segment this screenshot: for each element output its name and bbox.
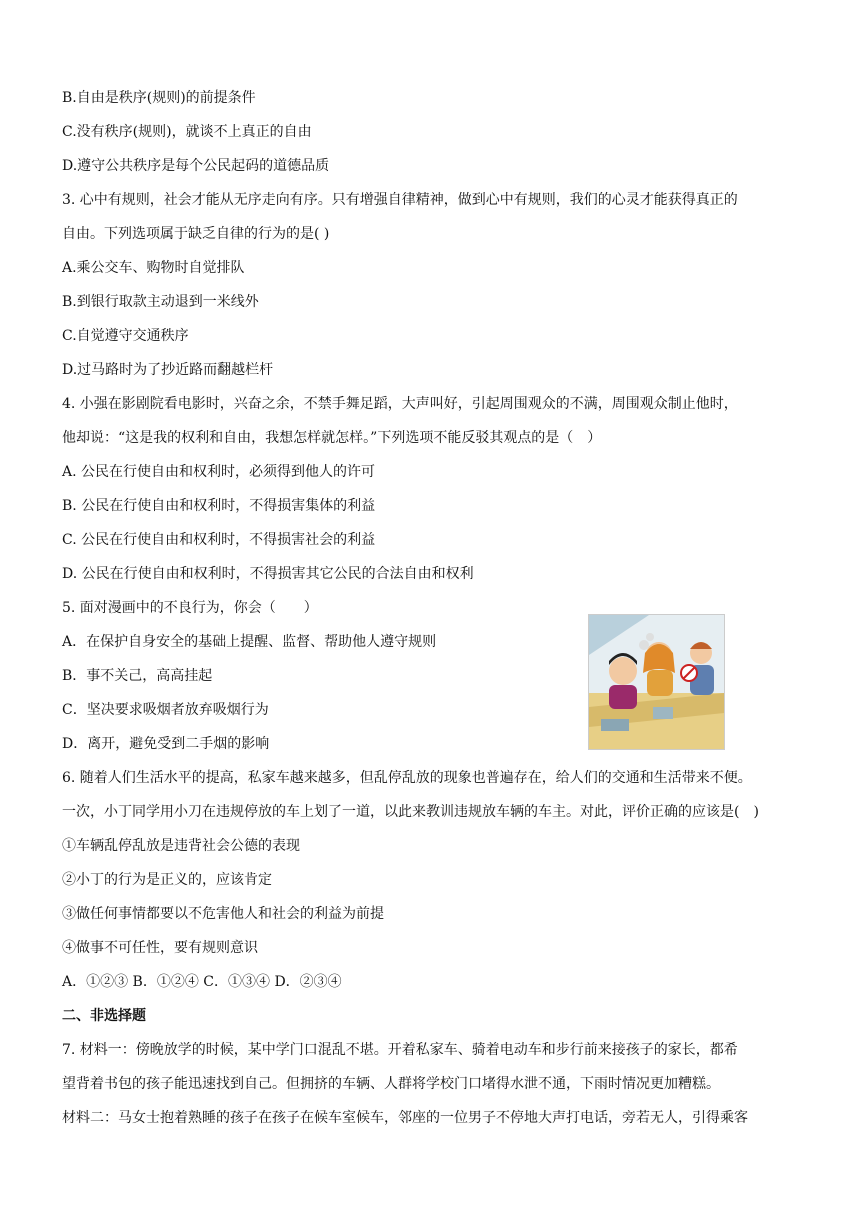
question-7-material-1-line-2: 望背着书包的孩子能迅速找到自己。但拥挤的车辆、人群将学校门口堵得水泄不通，下雨时情况更加糟糕。 [62,1076,720,1092]
option-d-q4: D. 公民在行使自由和权利时，不得损害其它公民的合法自由和权利 [62,566,474,582]
option-b-q4: B. 公民在行使自由和权利时，不得损害集体的利益 [62,498,376,514]
option-c-q3: C.自觉遵守交通秩序 [62,328,189,344]
options-q6: A．①②③ B．①②④ C．①③④ D．②③④ [62,974,342,990]
option-a-q5: A．在保护自身安全的基础上提醒、监督、帮助他人遵守规则 [62,634,437,650]
option-d-q5: D．离开，避免受到二手烟的影响 [62,736,270,752]
question-4-line-1: 4. 小强在影剧院看电影时，兴奋之余，不禁手舞足蹈，大声叫好，引起周围观众的不满，周围观众制止他时， [62,396,738,412]
question-7-material-2-line-1: 材料二：马女士抱着熟睡的孩子在孩子在候车室候车，邻座的一位男子不停地大声打电话，旁若无人，引得乘客 [62,1110,748,1126]
option-a-q3: A.乘公交车、购物时自觉排队 [62,260,245,276]
option-b-q5: B．事不关己，高高挂起 [62,668,213,684]
question-3-line-1: 3. 心中有规则，社会才能从无序走向有序。只有增强自律精神，做到心中有规则，我们的心灵才能获得真正的 [62,192,738,208]
option-b-q2: B.自由是秩序(规则)的前提条件 [62,90,256,106]
statement-3-q6: ③做任何事情都要以不危害他人和社会的利益为前提 [62,906,384,922]
option-d-q3: D.过马路时为了抄近路而翻越栏杆 [62,362,274,378]
option-c-q4: C. 公民在行使自由和权利时，不得损害社会的利益 [62,532,376,548]
question-5: 5. 面对漫画中的不良行为，你会（ ） [62,600,318,616]
question-3-line-2: 自由。下列选项属于缺乏自律的行为的是( ) [62,226,330,242]
option-c-q5: C．坚决要求吸烟者放弃吸烟行为 [62,702,269,718]
question-4-line-2: 他却说：“这是我的权利和自由，我想怎样就怎样。”下列选项不能反驳其观点的是（ ） [62,430,602,446]
option-d-q2: D.遵守公共秩序是每个公民起码的道德品质 [62,158,330,174]
section-heading-non-choice: 二、非选择题 [62,1008,146,1024]
question-6-line-1: 6. 随着人们生活水平的提高，私家车越来越多，但乱停乱放的现象也普遍存在，给人们的交通和生活带来不便。 [62,770,752,786]
option-b-q3: B.到银行取款主动退到一米线外 [62,294,259,310]
question-7-material-1-line-1: 7. 材料一：傍晚放学的时候，某中学门口混乱不堪。开着私家车、骑着电动车和步行前来接孩子的家长，都希 [62,1042,738,1058]
statement-1-q6: ①车辆乱停乱放是违背社会公德的表现 [62,838,300,854]
question-6-line-2: 一次，小丁同学用小刀在违规停放的车上划了一道，以此来教训违规放车辆的车主。对此，评价正确的应该是( ) [62,804,759,820]
statement-2-q6: ②小丁的行为是正义的，应该肯定 [62,872,272,888]
statement-4-q6: ④做事不可任性，要有规则意识 [62,940,258,956]
option-a-q4: A. 公民在行使自由和权利时，必须得到他人的许可 [62,464,376,480]
smoking-cartoon-image [588,614,725,750]
option-c-q2: C.没有秩序(规则)，就谈不上真正的自由 [62,124,312,140]
